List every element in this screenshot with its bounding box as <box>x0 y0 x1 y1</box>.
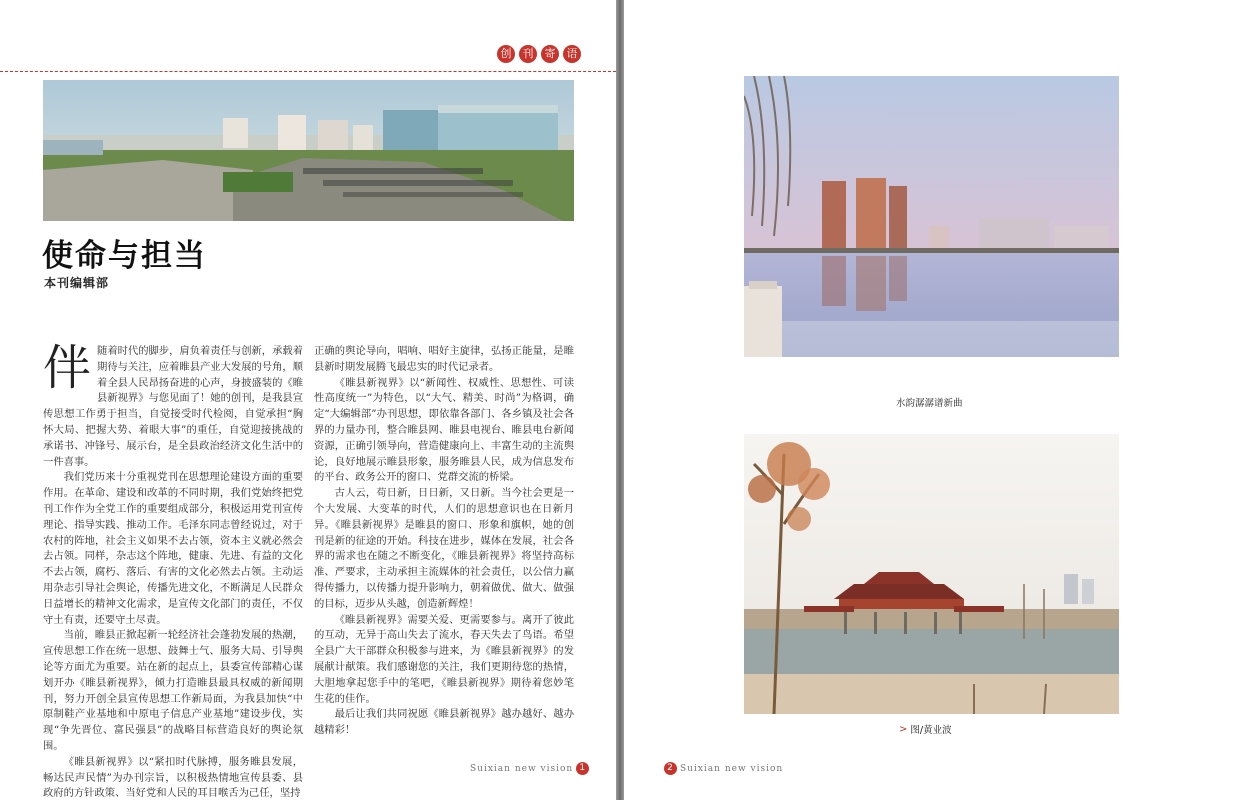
right-page <box>624 0 1240 800</box>
page-number: 1 <box>576 762 589 775</box>
article-column-2 <box>314 344 574 739</box>
drop-cap: 伴 <box>43 340 92 396</box>
paragraph: 《睢县新视界》以“紧扣时代脉搏，服务睢县发展，畅达民声民情”为办刊宗旨，以积极热情地宣传县委、县政府的方针政策、当好党和人民的耳目喉舌为己任，坚持 <box>43 755 303 800</box>
paragraph: 《睢县新视界》以“新闻性、权威性、思想性、可读性高度统一”为特色，以“大气、精美、时尚”为格调，确定“大编辑部”办刊思想，即依靠各部门、各乡镇及社会各界的力量办刊，整合睢县网、睢县电视台、睢县电台新闻资源，正确引领导向，营造健康向上、丰富生动的主流舆论，良好地展示睢县形象，服务睢县人民，成为信息发布的平台、政务公开的窗口、党群交流的桥梁。 <box>314 376 574 484</box>
left-page <box>0 0 616 800</box>
lake-photo <box>744 76 1119 357</box>
photo-credit <box>899 722 952 736</box>
paragraph: 随着时代的脚步，肩负着责任与创新，承载着期待与关注，应着睢县产业大发展的号角，顺着全县人民昂扬奋进的心声，身披盛装的《睢县新视界》与您见面了！她的创刊，是我县宣传思想工作勇于担当，自觉接受时代检阅，自觉承担“胸怀大局、把握大势、着眼大事”的重任，自觉迎接挑战的承诺书、冲锋号、展示台，是全县政治经济文化生活中的一件喜事。 <box>43 345 303 468</box>
pavilion-photo <box>744 434 1119 714</box>
paragraph: 古人云，苟日新，日日新，又日新。当今社会更是一个大发展、大变革的时代，人们的思想意识也在日新月异。《睢县新视界》是睢县的窗口、形象和旗帜，她的创刊是新的征途的开始。科技在进步，媒体在发展，社会各界的需求也在随之不断变化，《睢县新视界》将坚持高标准、严要求，主动承担主流媒体的社会责任，以公信力赢得传播力，以传播力提升影响力，朝着做优、做大、做强的目标，迈步从头越，创造新辉煌！ <box>314 487 574 610</box>
article-column-1 <box>43 340 303 800</box>
header-divider <box>0 71 616 72</box>
page-footer <box>470 762 589 775</box>
page-footer <box>664 762 783 775</box>
page-number: 2 <box>664 762 677 775</box>
paragraph: 正确的舆论导向，唱响、唱好主旋律，弘扬正能量，是睢县新时期发展腾飞最忠实的时代记录者。 <box>314 345 574 373</box>
paragraph: 我们党历来十分重视党刊在思想理论建设方面的重要作用。在革命、建设和改革的不同时期，我们党始终把党刊工作作为全党工作的重要组成部分，积极运用党刊宣传理论、指导实践、推动工作。毛泽东同志曾经说过，对于农村的阵地，社会主义如果不去占领，资本主义就必然会去占领。同样，杂志这个阵地，健康、先进、有益的文化不去占领，腐朽、落后、有害的文化必然去占领。主动运用杂志引导社会舆论，传播先进文化，不断满足人民群众日益增长的精神文化需求，是宣传文化部门的责任，不仅守土有责，还要守土尽责。 <box>43 471 303 626</box>
banner-photo <box>43 80 574 221</box>
article-byline: 本刊编辑部 <box>44 276 110 290</box>
paragraph: 当前，睢县正掀起新一轮经济社会蓬勃发展的热潮，宣传思想工作在统一思想、鼓舞士气、服务大局、引导舆论等方面尤为重要。站在新的起点上，县委宣传部精心谋划开办《睢县新视界》，倾力打造睢县最具权威的新闻期刊，努力开创全县宣传思想工作新局面，为我县加快“中原制鞋产业基地和中原电子信息产业基地”建设步伐，实现“争先晋位、富民强县”的战略目标营造良好的舆论氛围。 <box>43 629 303 752</box>
section-badge: 语 <box>563 45 581 63</box>
caption-arrow-icon: > <box>899 723 908 735</box>
paragraph: 最后让我们共同祝愿《睢县新视界》越办越好、越办越精彩！ <box>314 708 574 737</box>
article-title: 使命与担当 <box>42 238 207 274</box>
book-spine <box>616 0 624 800</box>
section-badge: 创 <box>497 45 515 63</box>
section-badges <box>497 45 581 63</box>
section-badge: 刊 <box>519 45 537 63</box>
photo-credit-text: 图/黄业波 <box>910 725 952 736</box>
magazine-name: Suixian new vision <box>680 763 784 774</box>
photo-caption: 水韵潺潺谱新曲 <box>896 398 963 409</box>
magazine-name: Suixian new vision <box>470 763 574 774</box>
section-badge: 寄 <box>541 45 559 63</box>
paragraph: 《睢县新视界》需要关爱、更需要参与。离开了彼此的互动，无异于高山失去了流水，春天失去了鸟语。希望全县广大干部群众积极参与进来，为《睢县新视界》的发展献计献策。我们感谢您的关注，我们更期待您的热情，大胆地拿起您手中的笔吧，《睢县新视界》期待着您妙笔生花的佳作。 <box>314 613 574 705</box>
